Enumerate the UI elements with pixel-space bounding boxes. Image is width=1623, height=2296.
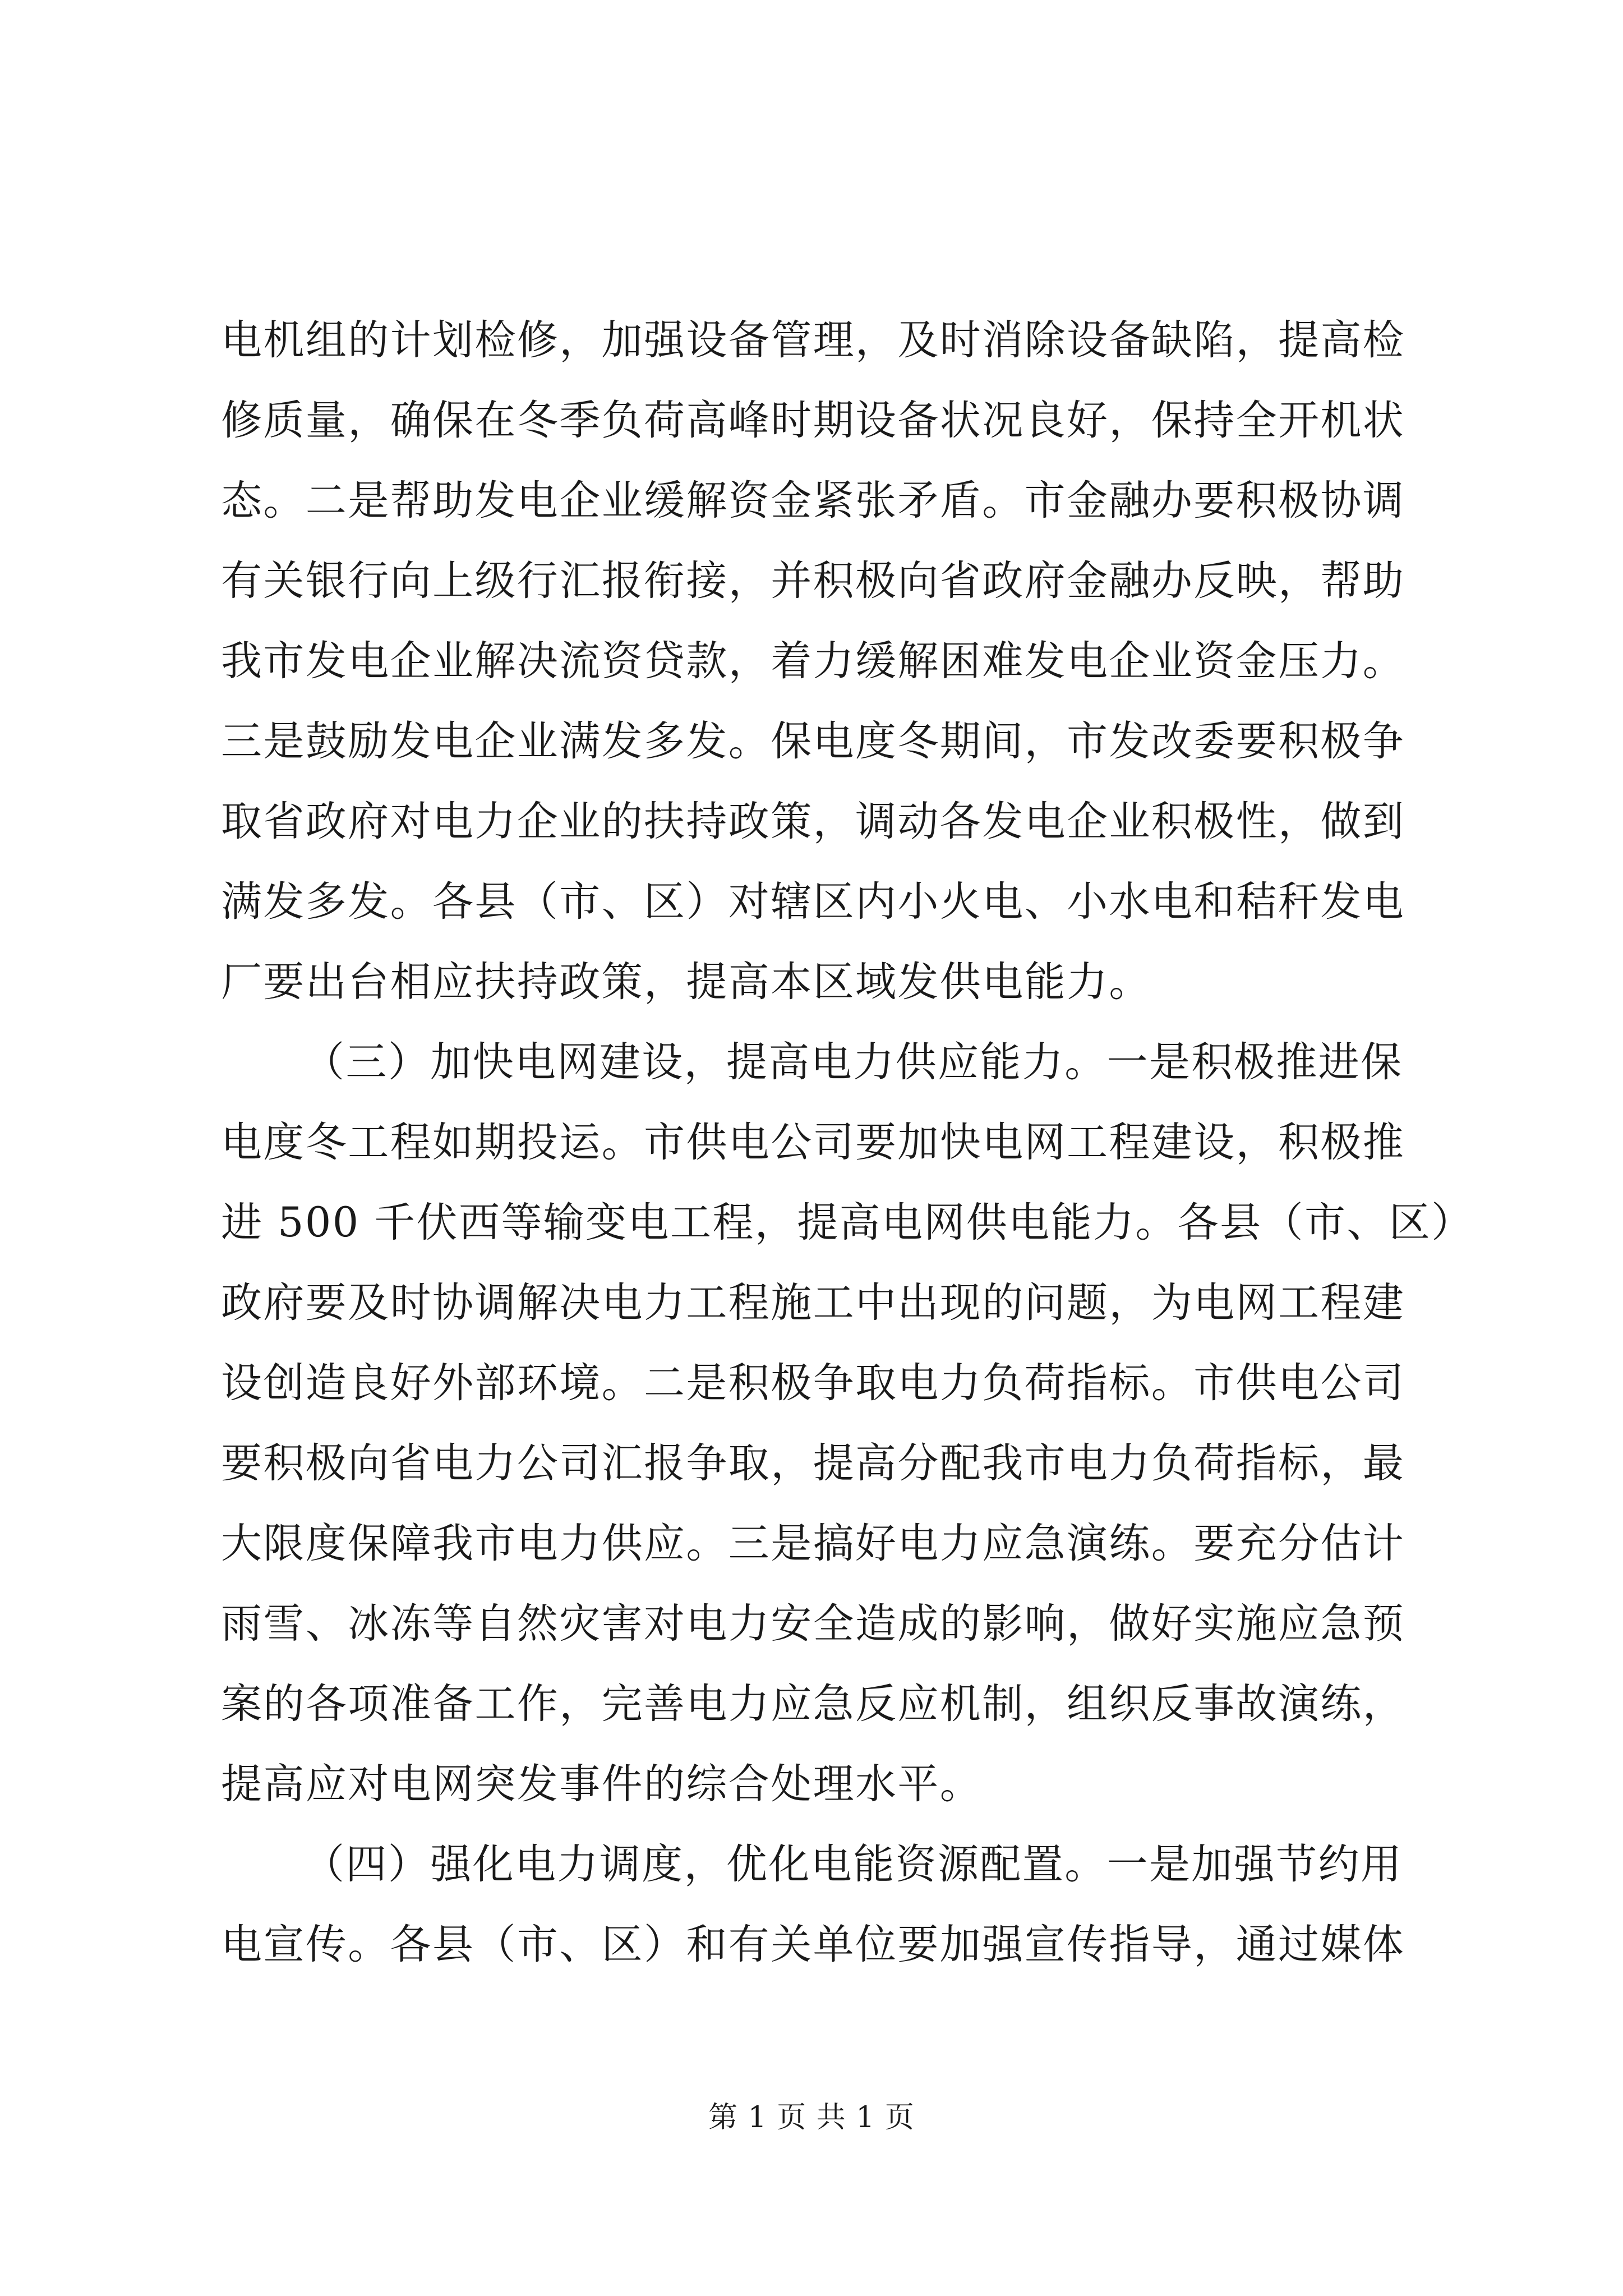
section-heading-3: （三）加快电网建设，提高电力供应能力。一是积极推进保 (303, 1038, 1403, 1086)
text-line-19: 提高应对电网突发事件的综合处理水平。 (221, 1760, 983, 1808)
section-heading-4: （四）强化电力调度，优化电能资源配置。一是加强节约用 (303, 1841, 1403, 1888)
text-line-14: 设创造良好外部环境。二是积极争取电力负荷指标。市供电公司 (221, 1359, 1405, 1407)
text-line-5: 我市发电企业解决流资贷款，着力缓解困难发电企业资金压力。 (221, 637, 1405, 685)
text-line-3: 态。二是帮助发电企业缓解资金紧张矛盾。市金融办要积极协调 (221, 477, 1405, 524)
page-footer: 第 1 页 共 1 页 (708, 2101, 915, 2134)
text-line-16: 大限度保障我市电力供应。三是搞好电力应急演练。要充分估计 (221, 1520, 1405, 1567)
text-line-13: 政府要及时协调解决电力工程施工中出现的问题，为电网工程建 (221, 1279, 1405, 1327)
text-line-1: 电机组的计划检修，加强设备管理，及时消除设备缺陷，提高检 (221, 316, 1405, 364)
text-line-8: 满发多发。各县（市、区）对辖区内小火电、小水电和秸秆发电 (221, 878, 1405, 926)
text-line-6: 三是鼓励发电企业满发多发。保电度冬期间，市发改委要积极争 (221, 717, 1405, 765)
text-line-17: 雨雪、冰冻等自然灾害对电力安全造成的影响，做好实施应急预 (221, 1600, 1405, 1648)
body-text (221, 300, 1474, 1985)
text-line-7: 取省政府对电力企业的扶持政策，调动各发电企业积极性，做到 (221, 798, 1405, 845)
text-line-18: 案的各项准备工作，完善电力应急反应机制，组织反事故演练， (221, 1680, 1405, 1728)
text-line-11: 电度冬工程如期投运。市供电公司要加快电网工程建设，积极推 (221, 1119, 1405, 1166)
text-line-4: 有关银行向上级行汇报衔接，并积极向省政府金融办反映，帮助 (221, 557, 1405, 605)
text-line-2: 修质量，确保在冬季负荷高峰时期设备状况良好，保持全开机状 (221, 397, 1405, 444)
text-line-12: 进 500 千伏西等输变电工程，提高电网供电能力。各县（市、区） (221, 1199, 1474, 1246)
text-line-15: 要积极向省电力公司汇报争取，提高分配我市电力负荷指标，最 (221, 1439, 1405, 1487)
text-line-21: 电宣传。各县（市、区）和有关单位要加强宣传指导，通过媒体 (221, 1921, 1405, 1968)
text-line-9: 厂要出台相应扶持政策，提高本区域发供电能力。 (221, 958, 1151, 1006)
